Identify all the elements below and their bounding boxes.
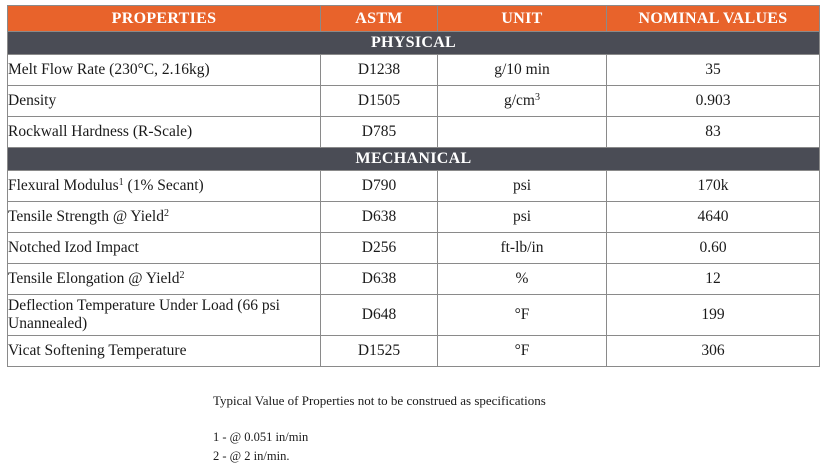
property-text: Tensile Elongation @ Yield (8, 270, 180, 287)
property-text: Flexural Modulus (8, 177, 119, 194)
value-cell: 306 (607, 336, 820, 367)
property-text: Tensile Strength @ Yield (8, 208, 164, 225)
header-properties: PROPERTIES (8, 6, 321, 32)
footnote-marker: 2 (179, 270, 185, 281)
astm-cell: D256 (321, 233, 438, 264)
footnote-2: 2 - @ 2 in/min. (213, 449, 290, 463)
header-row (8, 6, 820, 32)
property-cell: Density (8, 86, 321, 117)
property-cell: Rockwall Hardness (R-Scale) (8, 117, 321, 148)
section-row-mechanical (8, 148, 820, 171)
unit-cell: °F (438, 295, 607, 336)
property-cell (8, 171, 321, 202)
astm-cell: D638 (321, 264, 438, 295)
value-cell: 0.903 (607, 86, 820, 117)
value-cell: 170k (607, 171, 820, 202)
table-row (8, 86, 820, 117)
header-nominal-values: NOMINAL VALUES (607, 6, 820, 32)
section-row-physical (8, 32, 820, 55)
footnote-marker: 2 (163, 208, 169, 219)
footnote-marker: 1 (118, 177, 124, 188)
astm-cell: D785 (321, 117, 438, 148)
value-cell: 4640 (607, 202, 820, 233)
unit-superscript: 3 (535, 92, 540, 103)
table-row (8, 171, 820, 202)
property-cell (8, 202, 321, 233)
value-cell: 12 (607, 264, 820, 295)
table-row (8, 264, 820, 295)
table-row (8, 55, 820, 86)
unit-cell: ft-lb/in (438, 233, 607, 264)
table-row (8, 336, 820, 367)
section-title-physical: PHYSICAL (8, 32, 820, 55)
value-cell: 83 (607, 117, 820, 148)
unit-cell: psi (438, 171, 607, 202)
astm-cell: D790 (321, 171, 438, 202)
footnote-1: 1 - @ 0.051 in/min (213, 430, 309, 444)
value-cell: 0.60 (607, 233, 820, 264)
properties-table (7, 5, 820, 367)
specification-note: Typical Value of Properties not to be construed as specifications (213, 393, 546, 408)
property-cell (8, 264, 321, 295)
table-row (8, 202, 820, 233)
section-title-mechanical: MECHANICAL (8, 148, 820, 171)
header-unit: UNIT (438, 6, 607, 32)
table-row (8, 117, 820, 148)
unit-cell: g/10 min (438, 55, 607, 86)
property-cell: Deflection Temperature Under Load (66 psi Unannealed) (8, 295, 321, 336)
table-row (8, 233, 820, 264)
unit-cell (438, 86, 607, 117)
unit-cell (438, 117, 607, 148)
unit-cell: psi (438, 202, 607, 233)
astm-cell: D1505 (321, 86, 438, 117)
property-suffix: (1% Secant) (123, 177, 204, 194)
astm-cell: D1238 (321, 55, 438, 86)
property-cell: Notched Izod Impact (8, 233, 321, 264)
table-row (8, 295, 820, 336)
unit-text: g/cm (504, 92, 535, 109)
unit-cell: °F (438, 336, 607, 367)
header-astm: ASTM (321, 6, 438, 32)
value-cell: 199 (607, 295, 820, 336)
astm-cell: D638 (321, 202, 438, 233)
unit-cell: % (438, 264, 607, 295)
value-cell: 35 (607, 55, 820, 86)
astm-cell: D1525 (321, 336, 438, 367)
astm-cell: D648 (321, 295, 438, 336)
property-cell: Melt Flow Rate (230°C, 2.16kg) (8, 55, 321, 86)
property-cell: Vicat Softening Temperature (8, 336, 321, 367)
